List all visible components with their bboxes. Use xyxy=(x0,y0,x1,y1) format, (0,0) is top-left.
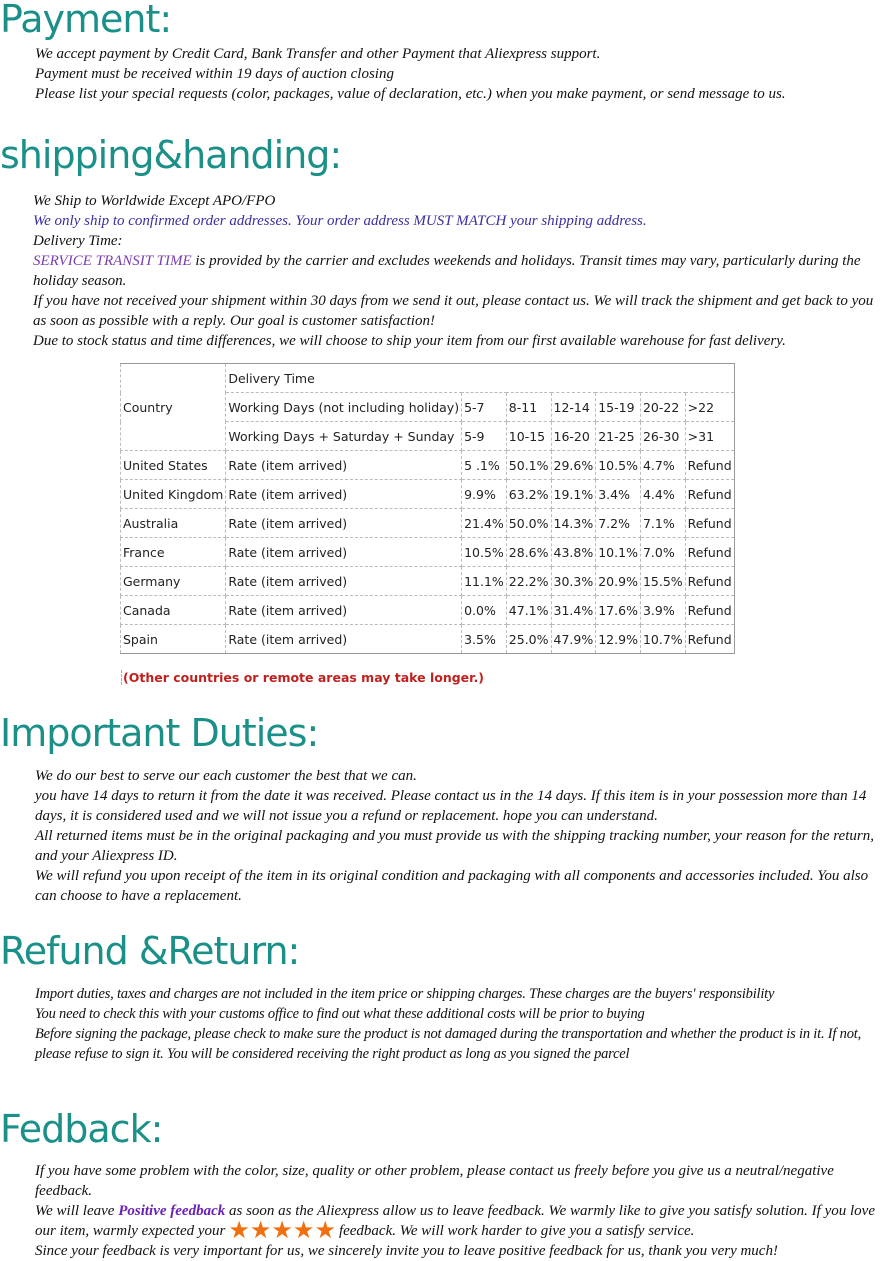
table-cell: Refund xyxy=(685,451,734,480)
table-cell: 22.2% xyxy=(506,567,551,596)
service-transit-time: SERVICE TRANSIT TIME xyxy=(33,253,192,269)
payment-line: We accept payment by Credit Card, Bank Transfer and other Payment that Aliexpress support. xyxy=(35,46,601,62)
table-cell: 7.0% xyxy=(640,538,685,567)
table-row xyxy=(121,567,735,596)
rate-label: Rate (item arrived) xyxy=(226,480,462,509)
table-cell: 3.9% xyxy=(640,596,685,625)
table-cell: 7.2% xyxy=(596,509,641,538)
table-cell: Refund xyxy=(685,625,734,654)
delivery-time-header: Delivery Time xyxy=(226,364,734,393)
table-cell: 26-30 xyxy=(640,422,685,451)
country-cell: Germany xyxy=(121,567,226,596)
payment-text xyxy=(35,44,890,104)
positive-feedback-highlight: Positive feedback xyxy=(118,1203,226,1219)
rate-label: Rate (item arrived) xyxy=(226,596,462,625)
duties-heading: Important Duties: xyxy=(0,711,319,755)
duties-line: We will refund you upon receipt of the item in its original condition and packaging with all components and accessories included. You also can choose to have a replacement. xyxy=(35,868,869,904)
table-cell: 25.0% xyxy=(506,625,551,654)
table-cell: 12.9% xyxy=(596,625,641,654)
feedback-text-end: feedback. We will work harder to give you a satisfy service. xyxy=(338,1223,695,1239)
table-cell: 9.9% xyxy=(462,480,507,509)
country-header: Country xyxy=(121,364,226,451)
table-cell: 4.7% xyxy=(640,451,685,480)
delivery-time-label: Delivery Time: xyxy=(33,233,123,249)
payment-line: Please list your special requests (color, packages, value of declaration, etc.) when you make payment, or send message to us. xyxy=(35,86,786,102)
table-cell: 47.9% xyxy=(551,625,596,654)
table-cell: 29.6% xyxy=(551,451,596,480)
table-cell: 31.4% xyxy=(551,596,596,625)
table-row xyxy=(121,451,735,480)
table-row xyxy=(121,538,735,567)
table-cell: 28.6% xyxy=(506,538,551,567)
table-cell: 47.1% xyxy=(506,596,551,625)
payment-line: Payment must be received within 19 days of auction closing xyxy=(35,66,394,82)
five-star-rating-icon: ★★★★★ xyxy=(228,1218,336,1244)
table-cell: 3.5% xyxy=(462,625,507,654)
table-cell: 12-14 xyxy=(551,393,596,422)
refund-text xyxy=(35,984,890,1064)
country-cell: Canada xyxy=(121,596,226,625)
table-cell: 5-9 xyxy=(462,422,507,451)
table-cell: 0.0% xyxy=(462,596,507,625)
refund-line: Import duties, taxes and charges are not included in the item price or shipping charges. These charges are the buyers' responsibility xyxy=(35,986,775,1002)
table-cell: 4.4% xyxy=(640,480,685,509)
duties-line: All returned items must be in the original packaging and you must provide us with the shipping tracking number, your reason for the return, and your Aliexpress ID. xyxy=(35,828,874,864)
table-cell: 15-19 xyxy=(596,393,641,422)
table-cell: 50.1% xyxy=(506,451,551,480)
table-cell: 20.9% xyxy=(596,567,641,596)
feedback-line xyxy=(35,1201,890,1244)
table-row xyxy=(121,625,735,654)
table-cell: Refund xyxy=(685,480,734,509)
table-cell: 19.1% xyxy=(551,480,596,509)
weekend-days-label: Working Days + Saturday + Sunday xyxy=(226,422,462,451)
rate-label: Rate (item arrived) xyxy=(226,567,462,596)
table-cell: 16-20 xyxy=(551,422,596,451)
table-cell: 30.3% xyxy=(551,567,596,596)
remote-areas-note: (Other countries or remote areas may take longer.) xyxy=(123,670,484,685)
table-cell: 17.6% xyxy=(596,596,641,625)
rate-label: Rate (item arrived) xyxy=(226,538,462,567)
refund-line: You need to check this with your customs office to find out what these additional costs will be prior to buying xyxy=(35,1006,645,1022)
duties-line: We do our best to serve our each customer the best that we can. xyxy=(35,768,417,784)
table-cell: 8-11 xyxy=(506,393,551,422)
feedback-text-post: as soon as the Aliexpress allow us to leave feedback. We warmly like to give you satisfy solution. If you love our item, warmly expected your xyxy=(35,1203,875,1239)
country-cell: Spain xyxy=(121,625,226,654)
table-row xyxy=(121,596,735,625)
table-cell: 43.8% xyxy=(551,538,596,567)
table-cell: Refund xyxy=(685,509,734,538)
feedback-heading: Fedback: xyxy=(0,1107,163,1151)
table-cell: >22 xyxy=(685,393,734,422)
table-cell: Refund xyxy=(685,596,734,625)
table-row xyxy=(121,364,735,393)
delivery-table xyxy=(120,363,735,654)
feedback-text-pre: We will leave xyxy=(35,1203,119,1219)
table-cell: 21-25 xyxy=(596,422,641,451)
table-cell: 10.5% xyxy=(596,451,641,480)
table-cell: 5 .1% xyxy=(462,451,507,480)
working-days-label: Working Days (not including holiday) xyxy=(226,393,462,422)
table-cell: Refund xyxy=(685,567,734,596)
refund-line: Before signing the package, please check to make sure the product is not damaged during the transportation and whether the product is in it. If not, please refuse to sign it. You will be considered receiving the right product as long as you signed the parcel xyxy=(35,1026,862,1062)
country-cell: United States xyxy=(121,451,226,480)
table-cell: 10-15 xyxy=(506,422,551,451)
table-cell: 5-7 xyxy=(462,393,507,422)
shipping-text xyxy=(33,191,890,351)
table-cell: 21.4% xyxy=(462,509,507,538)
shipping-line: Due to stock status and time differences, we will choose to ship your item from our first available warehouse for fast delivery. xyxy=(33,333,786,349)
table-row xyxy=(121,480,735,509)
country-cell: United Kingdom xyxy=(121,480,226,509)
shipping-line: We Ship to Worldwide Except APO/FPO xyxy=(33,193,276,209)
table-row xyxy=(121,509,735,538)
feedback-line: If you have some problem with the color, size, quality or other problem, please contact us freely before you give us a neutral/negative feedback. xyxy=(35,1163,834,1199)
duties-text xyxy=(35,766,890,906)
shipping-line: If you have not received your shipment within 30 days from we send it out, please contact us. We will track the shipment and get back to you as soon as possible with a reply. Our goal is customer satisfaction! xyxy=(33,293,874,329)
table-cell: 10.5% xyxy=(462,538,507,567)
table-cell: >31 xyxy=(685,422,734,451)
refund-heading: Refund &Return: xyxy=(0,929,300,973)
payment-heading: Payment: xyxy=(0,0,172,41)
table-cell: 10.7% xyxy=(640,625,685,654)
rate-label: Rate (item arrived) xyxy=(226,451,462,480)
table-cell: 11.1% xyxy=(462,567,507,596)
transit-time-rest: is provided by the carrier and excludes weekends and holidays. Transit times may vary, particularly during the holiday season. xyxy=(33,253,861,289)
table-cell: 7.1% xyxy=(640,509,685,538)
shipping-address-warning: We only ship to confirmed order addresses. Your order address MUST MATCH your shipping address. xyxy=(33,213,647,229)
transit-time-line xyxy=(33,251,890,291)
table-cell: 63.2% xyxy=(506,480,551,509)
country-cell: France xyxy=(121,538,226,567)
feedback-text xyxy=(35,1161,890,1261)
table-cell: 50.0% xyxy=(506,509,551,538)
duties-line: you have 14 days to return it from the date it was received. Please contact us in the 14 days. If this item is in your possession more than 14 days, it is considered used and we will not issue you a refund or replacement. hope you can understand. xyxy=(35,788,867,824)
rate-label: Rate (item arrived) xyxy=(226,509,462,538)
rate-label: Rate (item arrived) xyxy=(226,625,462,654)
feedback-line: Since your feedback is very important for us, we sincerely invite you to leave positive feedback for us, thank you very much! xyxy=(35,1243,778,1259)
table-cell: 20-22 xyxy=(640,393,685,422)
table-cell: 15.5% xyxy=(640,567,685,596)
shipping-heading: shipping&handing: xyxy=(0,133,342,177)
country-cell: Australia xyxy=(121,509,226,538)
table-cell: 3.4% xyxy=(596,480,641,509)
table-cell: 10.1% xyxy=(596,538,641,567)
table-cell: 14.3% xyxy=(551,509,596,538)
table-cell: Refund xyxy=(685,538,734,567)
